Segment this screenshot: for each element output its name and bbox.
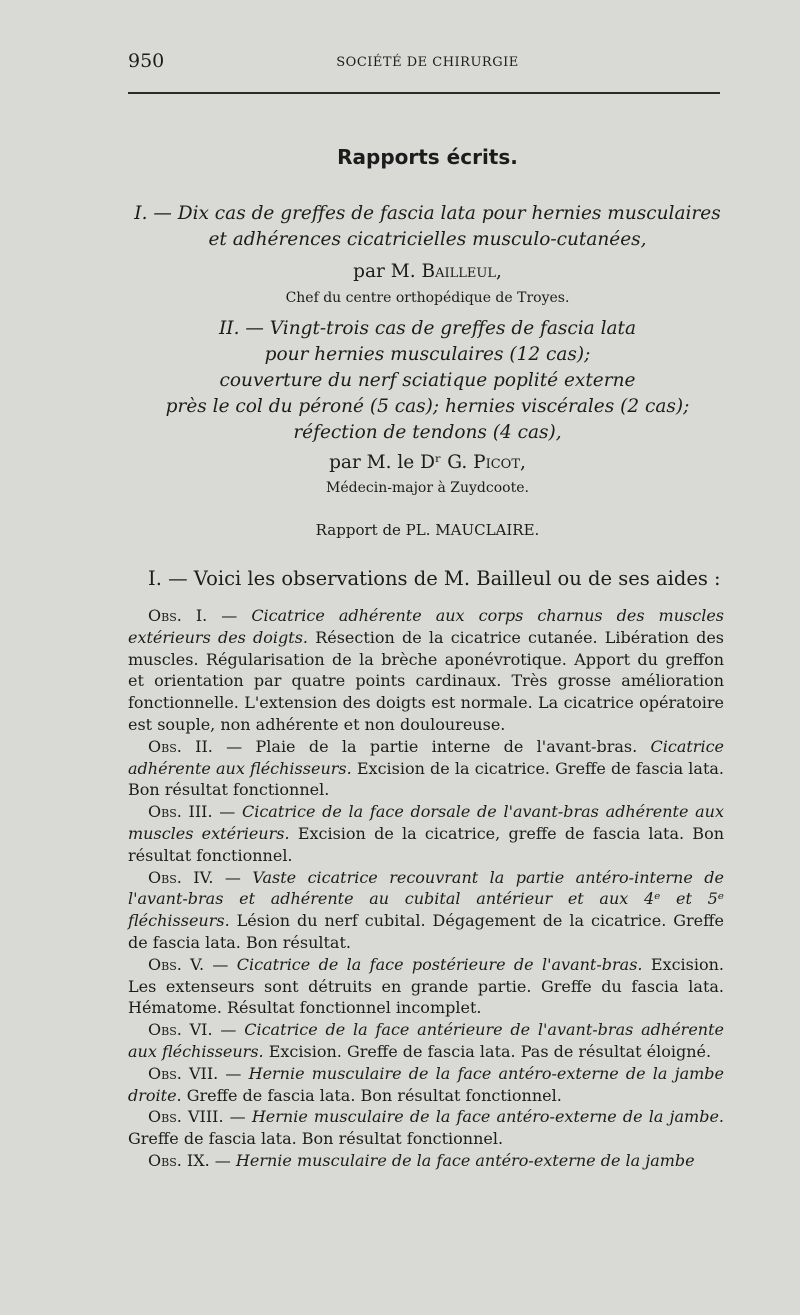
report2-author-prefix: par M. le Dʳ G. [329, 452, 468, 473]
obs-italic: Cicatrice adhérente aux corps charnus des muscles extérieurs des doigts. [128, 606, 725, 647]
report2-title-line3: couverture du nerf sciatique poplité externe [219, 370, 636, 391]
obs-italic: Vaste cicatrice recouvrant la partie antéro-interne de l'avant-bras et adhérente au cubital antérieur et aux 4ᵉ et 5ᵉ fléchisseurs. [128, 867, 724, 931]
obs-text: Excision. Les extenseurs sont détruits en grande partie. Greffe du fascia lata. Hématome. Résultat fonctionnel incomplet. [128, 954, 724, 1018]
report1-title-line1: I. — Dix cas de greffes de fascia lata pour hernies musculaires [134, 203, 721, 224]
report2-title-line1: II. — Vingt-trois cas de greffes de fascia lata [219, 318, 636, 339]
observation [128, 1150, 724, 1172]
obs-label: Obs. IX. — [148, 1150, 231, 1170]
obs-italic: Hernie musculaire de la face antéro-externe de la jambe. [251, 1107, 724, 1127]
obs-italic: Cicatrice adhérente aux fléchisseurs. [128, 736, 724, 778]
obs-text: Greffe de fascia lata. Bon résultat fonctionnel. [128, 1129, 504, 1149]
obs-label: Obs. I. — [148, 606, 238, 625]
observation [128, 1106, 724, 1150]
observation [128, 1063, 724, 1107]
observation [128, 867, 724, 954]
obs-text: Résection de la cicatrice cutanée. Libération des muscles. Régularisation de la brèche aponévrotique. Apport du greffon et orientation par quatre points cardinaux. Très grosse amélioration fonctionnelle. L'extension des doigts est normale. La cicatrice opératoire est souple, non adhérente et non douloureuse. [128, 627, 725, 734]
report2-author-name: Picot, [473, 452, 526, 473]
obs-italic: Cicatrice de la face dorsale de l'avant-bras adhérente aux muscles extérieurs. [128, 802, 724, 843]
observations-list [128, 605, 724, 1172]
report2-title-line5: réfection de tendons (4 cas), [293, 422, 562, 443]
report2-title-line2: pour hernies musculaires (12 cas); [264, 344, 591, 365]
report1-author [0, 261, 800, 282]
obs-label: Obs. V. — [148, 954, 229, 974]
observation [128, 1019, 724, 1063]
obs-label: Obs. II. — [148, 736, 243, 756]
rapporteur: Rapport de PL. MAUCLAIRE. [315, 521, 540, 539]
observation [128, 736, 724, 801]
obs-italic: Hernie musculaire de la face antéro-externe de la jambe droite. [128, 1063, 724, 1105]
report2-title-line4: près le col du péroné (5 cas); hernies viscérales (2 cas); [165, 396, 690, 417]
page-number: 950 [128, 50, 165, 72]
obs-italic: Cicatrice de la face postérieure de l'avant-bras. [236, 954, 643, 974]
obs-label: Obs. VIII. — [148, 1107, 246, 1127]
obs-text: Greffe de fascia lata. Bon résultat fonctionnel. [186, 1085, 562, 1105]
obs-label: Obs. III. — [148, 802, 236, 822]
report1-affiliation: Chef du centre orthopédique de Troyes. [285, 290, 570, 306]
obs-italic: Cicatrice de la face antérieure de l'avant-bras adhérente aux fléchisseurs. [128, 1020, 724, 1061]
obs-italic: Hernie musculaire de la face antéro-externe de la jambe [235, 1150, 695, 1170]
obs-text: Excision de la cicatrice, greffe de fascia lata. Bon résultat fonctionnel. [128, 823, 725, 865]
observation [128, 605, 724, 736]
header-rule [128, 92, 720, 94]
observation [128, 954, 724, 1019]
section-title: Rapports écrits. [337, 145, 518, 169]
obs-text: Lésion du nerf cubital. Dégagement de la cicatrice. Greffe de fascia lata. Bon résultat. [128, 911, 724, 952]
report2-author [0, 452, 800, 473]
obs-pre: Plaie de la partie interne de l'avant-bras. [255, 736, 638, 756]
report1-author-name: Bailleul, [421, 261, 502, 282]
obs-label: Obs. IV. — [148, 867, 241, 887]
report1-title-line2: et adhérences cicatricielles musculo-cutanées, [208, 229, 647, 250]
running-title: SOCIÉTÉ DE CHIRURGIE [336, 55, 519, 70]
report1-author-prefix: par M. [353, 261, 416, 282]
report2-affiliation: Médecin-major à Zuydcoote. [326, 480, 529, 496]
obs-label: Obs. VI. — [148, 1020, 237, 1040]
obs-text: Excision. Greffe de fascia lata. Pas de résultat éloigné. [268, 1041, 712, 1061]
obs-text: Excision de la cicatrice. Greffe de fascia lata. Bon résultat fonctionnel. [128, 758, 725, 800]
observations-intro: I. — Voici les observations de M. Bailleul ou de ses aides : [148, 567, 721, 590]
observation [128, 801, 724, 866]
obs-label: Obs. VII. — [148, 1063, 242, 1083]
